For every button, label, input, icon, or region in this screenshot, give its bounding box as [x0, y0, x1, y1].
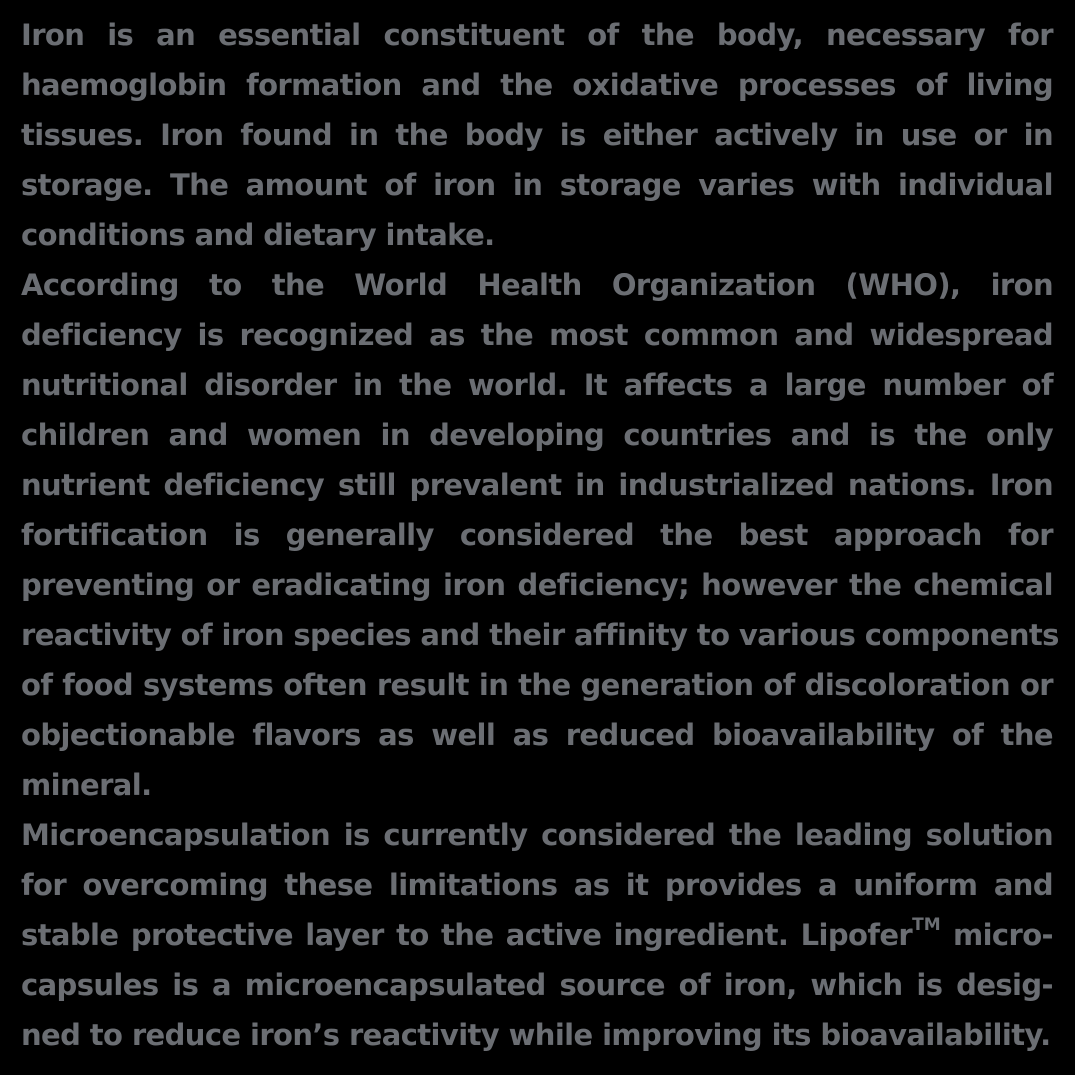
paragraph-microencapsulation: [21, 810, 1053, 1060]
text-line: According to the World Health Organization (WHO), iron: [21, 268, 1053, 302]
text-line: capsules is a microencapsulated source of iron, which is desig-: [21, 968, 1053, 1002]
text-line: children and women in developing countries and is the only: [21, 418, 1053, 452]
text-line: tissues. Iron found in the body is either actively in use or in: [21, 118, 1053, 152]
paragraph-who-deficiency: [21, 260, 1059, 810]
text-line-with-trademark: [21, 910, 1053, 960]
text-line: Microencapsulation is currently considered the leading solution: [21, 818, 1053, 852]
text-line: fortification is generally considered the best approach for: [21, 518, 1053, 552]
paragraph-iron-intro: [21, 10, 1053, 260]
text-line: ned to reduce iron’s reactivity while improving its bioavailability.: [21, 1018, 1051, 1052]
text-line: storage. The amount of iron in storage varies with individual: [21, 168, 1053, 202]
text-line: conditions and dietary intake.: [21, 218, 495, 252]
text-line: haemoglobin formation and the oxidative processes of living: [21, 68, 1053, 102]
text-line: Iron is an essential constituent of the body, necessary for: [21, 18, 1053, 52]
text-line: for overcoming these limitations as it provides a uniform and: [21, 868, 1053, 902]
text-line: of food systems often result in the generation of discoloration or: [21, 668, 1053, 702]
text-line: nutritional disorder in the world. It affects a large number of: [21, 368, 1053, 402]
text-line-end: micro-: [940, 918, 1053, 952]
trademark-symbol: TM: [912, 915, 941, 936]
text-line: deficiency is recognized as the most common and widespread: [21, 318, 1053, 352]
text-line-start: stable protective layer to the active ingredient. Lipofer: [21, 918, 913, 952]
text-line: preventing or eradicating iron deficiency; however the chemical: [21, 568, 1053, 602]
text-line: reactivity of iron species and their affinity to various components: [21, 618, 1059, 652]
document-body: [21, 10, 1059, 1060]
text-line: mineral.: [21, 768, 152, 802]
text-line: nutrient deficiency still prevalent in industrialized nations. Iron: [21, 468, 1053, 502]
text-line: objectionable flavors as well as reduced bioavailability of the: [21, 718, 1053, 752]
